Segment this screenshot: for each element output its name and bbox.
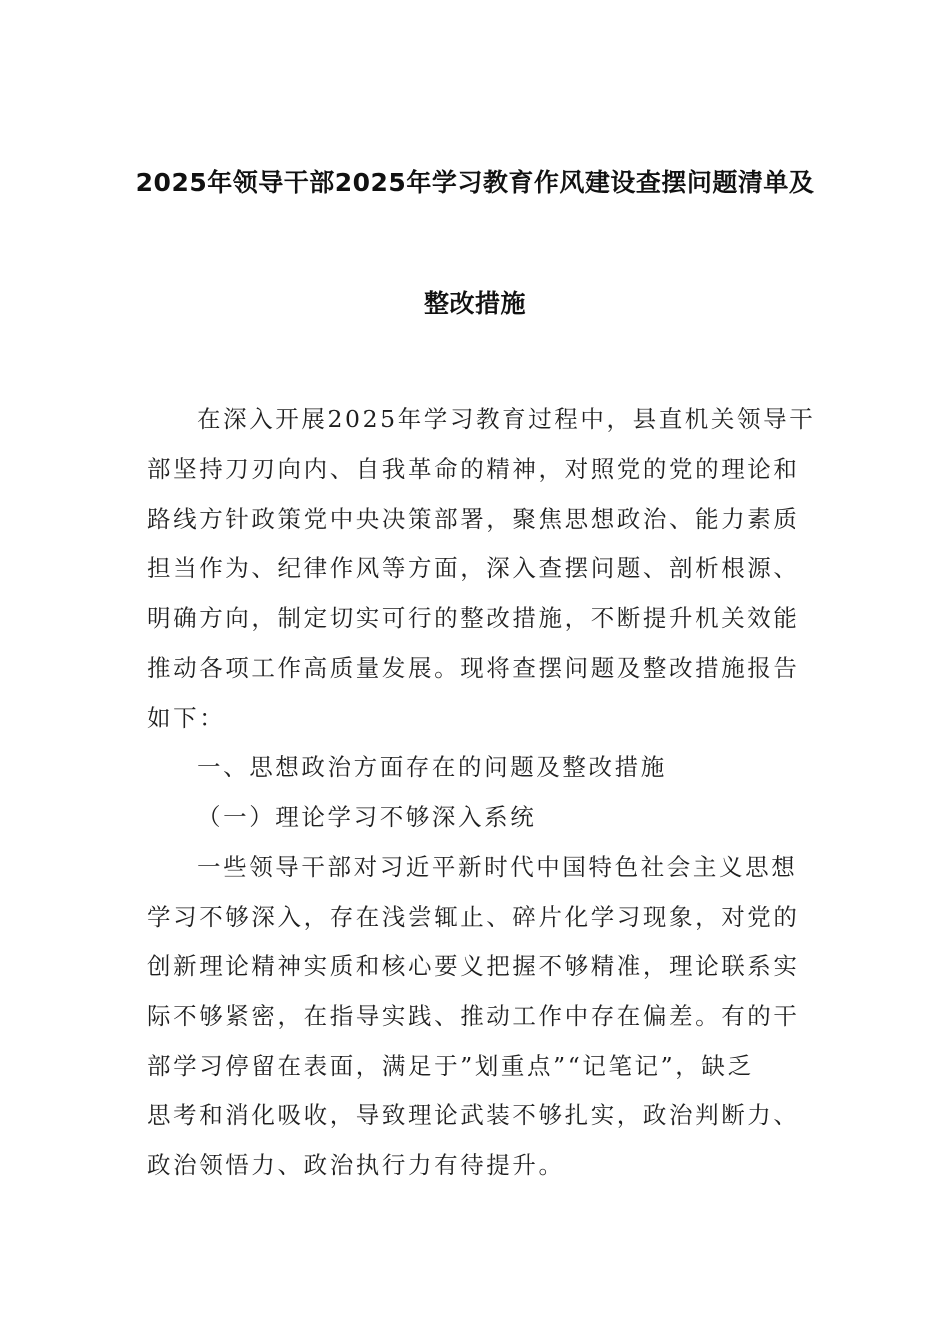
- body-line: 部学习停留在表面，满足于”划重点”“记笔记”，缺乏: [147, 1052, 754, 1080]
- intro-line: 在深入开展2025年学习教育过程中，县直机关领导干: [197, 405, 816, 433]
- body-line: 思考和消化吸收，导致理论武装不够扎实，政治判断力、: [147, 1101, 800, 1129]
- body-line: 创新理论精神实质和核心要义把握不够精准，理论联系实: [147, 952, 800, 980]
- intro-line: 担当作为、纪律作风等方面，深入查摆问题、剖析根源、: [147, 554, 800, 582]
- body-line: 一些领导干部对习近平新时代中国特色社会主义思想: [197, 853, 798, 881]
- document-title-line-2: 整改措施: [423, 289, 526, 318]
- intro-line: 路线方针政策党中央决策部署，聚焦思想政治、能力素质: [147, 505, 800, 533]
- body-line: 际不够紧密，在指导实践、推动工作中存在偏差。有的干: [147, 1002, 800, 1030]
- intro-line: 明确方向，制定切实可行的整改措施，不断提升机关效能: [147, 604, 800, 632]
- document-title-line-1: 2025年领导干部2025年学习教育作风建设查摆问题清单及: [135, 168, 815, 197]
- intro-line: 部坚持刀刃向内、自我革命的精神，对照党的党的理论和: [147, 455, 800, 483]
- body-line: 学习不够深入，存在浅尝辄止、碎片化学习现象，对党的: [147, 903, 800, 931]
- subsection-heading: （一）理论学习不够深入系统: [197, 803, 537, 831]
- intro-line: 如下：: [147, 704, 226, 732]
- section-heading: 一、思想政治方面存在的问题及整改措施: [197, 753, 667, 781]
- intro-line: 推动各项工作高质量发展。现将查摆问题及整改措施报告: [147, 654, 800, 682]
- body-line: 政治领悟力、政治执行力有待提升。: [147, 1151, 565, 1179]
